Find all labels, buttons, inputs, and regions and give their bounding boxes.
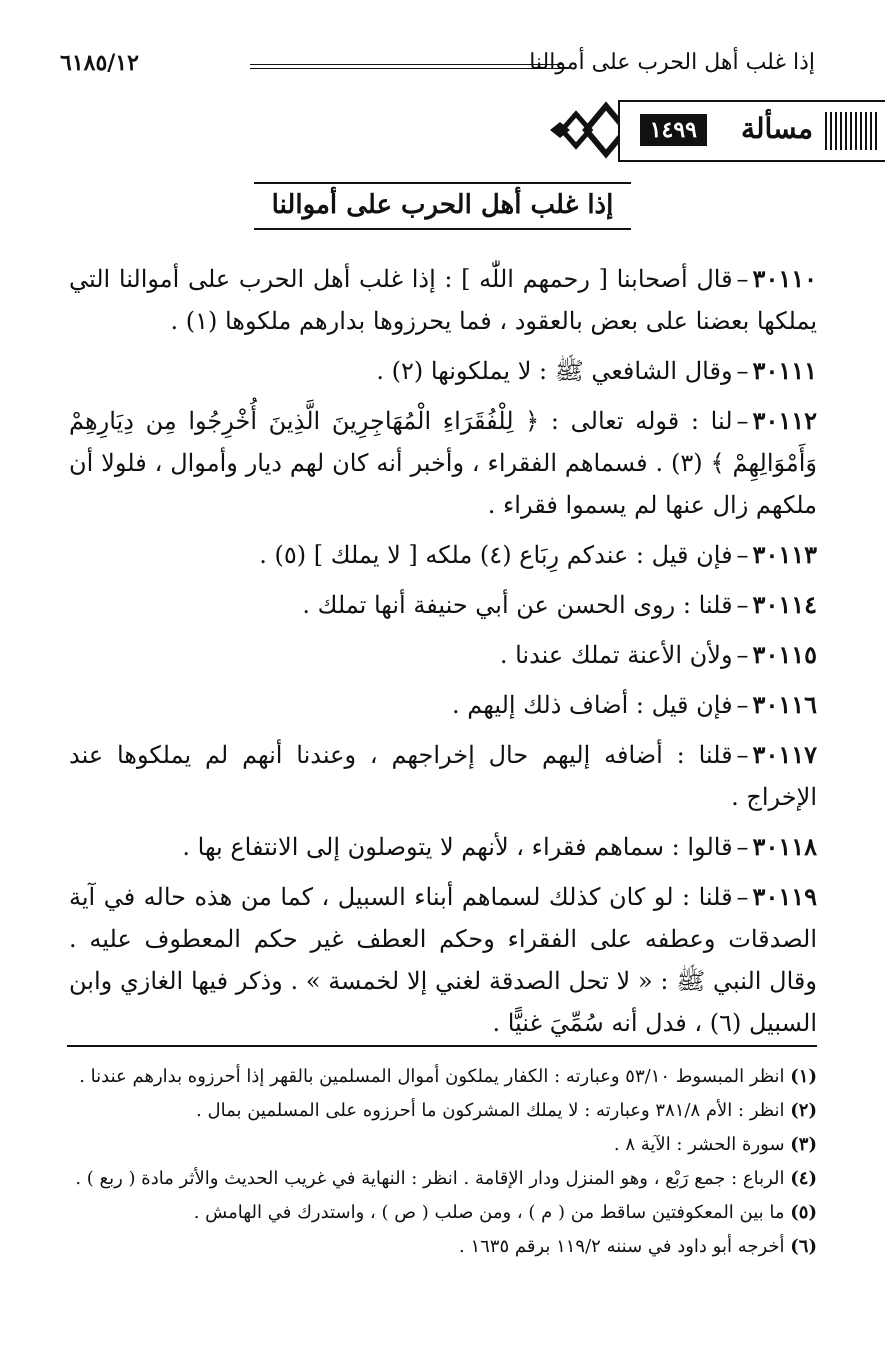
footnote-number: (٤) xyxy=(790,1168,817,1189)
footnote-text: أخرجه أبو داود في سننه ١١٩/٢ برقم ١٦٣٥ . xyxy=(459,1236,785,1257)
masala-box xyxy=(618,100,885,162)
paragraph-number: ٣٠١١٥ xyxy=(752,640,817,669)
footnote xyxy=(67,1094,817,1128)
paragraph-text: ولأن الأعنة تملك عندنا . xyxy=(499,641,733,669)
paragraph-text: قلنا : أضافه إليهم حال إخراجهم ، وعندنا أنهم لم يملكوها عند الإخراج . xyxy=(69,741,817,811)
paragraph: ٣٠١١١–وقال الشافعي ﷺ : لا يملكونها (٢) . xyxy=(376,356,817,385)
paragraph-text: قلنا : روى الحسن عن أبي حنيفة أنها تملك . xyxy=(302,591,733,619)
masala-label: مسألة xyxy=(740,112,813,145)
footnote-number: (١) xyxy=(790,1066,817,1087)
barcode-ornament-icon xyxy=(825,112,877,150)
header-rule xyxy=(250,64,563,69)
paragraph-number: ٣٠١١٢ xyxy=(752,406,817,435)
running-header-title: إذا غلب أهل الحرب على أموالنا xyxy=(529,50,815,75)
paragraph-number: ٣٠١١٤ xyxy=(752,590,817,619)
paragraph: ٣٠١١٠–قال أصحابنا [ رحمهم اللّٰه ] : إذا غلب أهل الحرب على أموالنا التي يملكها بعضنا على بعض بالعقود ، فما يحرزوها بدارهم ملكوها (١) . xyxy=(69,264,817,335)
paragraph-number: ٣٠١١٧ xyxy=(752,740,817,769)
page-reference: ٦١٨٥/١٢ xyxy=(60,50,139,76)
paragraph-number: ٣٠١١٦ xyxy=(752,690,817,719)
footnote-number: (٣) xyxy=(790,1134,817,1155)
paragraph-number: ٣٠١١٠ xyxy=(752,264,817,293)
footnote-text: سورة الحشر : الآية ٨ . xyxy=(613,1134,785,1155)
footnote-text: ما بين المعكوفتين ساقط من ( م ) ، ومن صلب ( ص ) ، واستدرك في الهامش . xyxy=(193,1202,785,1223)
masala-banner xyxy=(0,100,885,162)
paragraph: ٣٠١١٧–قلنا : أضافه إليهم حال إخراجهم ، وعندنا أنهم لم يملكوها عند الإخراج . xyxy=(69,740,817,811)
paragraph-text: قال أصحابنا [ رحمهم اللّٰه ] : إذا غلب أهل الحرب على أموالنا التي يملكها بعضنا على بعض بالعقود ، فما يحرزوها بدارهم ملكوها (١) . xyxy=(69,265,817,335)
footnote xyxy=(67,1196,817,1230)
footnotes xyxy=(67,1060,817,1264)
footnote xyxy=(67,1230,817,1264)
paragraph-number: ٣٠١١١ xyxy=(752,356,817,385)
footnote xyxy=(67,1060,817,1094)
paragraph-text: فإن قيل : أضاف ذلك إليهم . xyxy=(452,691,733,719)
footnote-text: انظر : الأم ٣٨١/٨ وعبارته : لا يملك المشركون ما أحرزوه على المسلمين بمال . xyxy=(196,1100,785,1121)
footnote-text: الرباع : جمع رَبْع ، وهو المنزل ودار الإقامة . انظر : النهاية في غريب الحديث والأثر مادة ( ربع ) . xyxy=(75,1168,785,1189)
paragraph: ٣٠١١٤–قلنا : روى الحسن عن أبي حنيفة أنها تملك . xyxy=(302,590,817,619)
masala-number: ١٤٩٩ xyxy=(640,114,707,146)
paragraph-number: ٣٠١١٩ xyxy=(752,882,817,911)
footnote xyxy=(67,1128,817,1162)
paragraph-text: قالوا : سماهم فقراء ، لأنهم لا يتوصلون إلى الانتفاع بها . xyxy=(182,833,733,861)
paragraph-text: وقال الشافعي ﷺ : لا يملكونها (٢) . xyxy=(376,357,733,385)
footnote xyxy=(67,1162,817,1196)
running-header xyxy=(60,40,815,84)
footnote-divider xyxy=(67,1045,817,1047)
paragraph-text: لنا : قوله تعالى : ﴿ لِلْفُقَرَاءِ الْمُهَاجِرِينَ الَّذِينَ أُخْرِجُوا مِن دِيَارِهِمْ وَأَمْوَالِهِمْ ﴾ (٣) . فسماهم الفقراء ، وأخبر أنه كان لهم ديار وأموال ، فلولا أن ملكهم زال عنها لم يسموا فقراء . xyxy=(69,407,817,519)
paragraph-text: فإن قيل : عندكم رِبَاع (٤) ملكه [ لا يملك ] (٥) . xyxy=(259,541,733,569)
footnote-number: (٢) xyxy=(790,1100,817,1121)
paragraph: ٣٠١١٥–ولأن الأعنة تملك عندنا . xyxy=(499,640,817,669)
paragraph: ٣٠١١٣–فإن قيل : عندكم رِبَاع (٤) ملكه [ لا يملك ] (٥) . xyxy=(259,540,817,569)
chapter-title-wrap xyxy=(0,182,885,230)
chapter-title: إذا غلب أهل الحرب على أموالنا xyxy=(254,182,632,230)
paragraph-text: قلنا : لو كان كذلك لسماهم أبناء السبيل ، كما من هذه حاله في آية الصدقات وعطفه على الفقراء وحكم العطف غير حكم المعطوف عليه . وقال النبي ﷺ : « لا تحل الصدقة لغني إلا لخمسة » . وذكر فيها الغازي وابن السبيل (٦) ، فدل أنه سُمِّيَ غنيًّا . xyxy=(69,883,817,1037)
paragraph: ٣٠١١٦–فإن قيل : أضاف ذلك إليهم . xyxy=(452,690,817,719)
footnote-text: انظر المبسوط ٥٣/١٠ وعبارته : الكفار يملكون أموال المسلمين بالقهر إذا أحرزوه بدارهم عندنا . xyxy=(79,1066,785,1087)
paragraph: ٣٠١١٨–قالوا : سماهم فقراء ، لأنهم لا يتوصلون إلى الانتفاع بها . xyxy=(182,832,817,861)
paragraph: ٣٠١١٢–لنا : قوله تعالى : ﴿ لِلْفُقَرَاءِ الْمُهَاجِرِينَ الَّذِينَ أُخْرِجُوا مِن دِيَارِهِمْ وَأَمْوَالِهِمْ ﴾ (٣) . فسماهم الفقراء ، وأخبر أنه كان لهم ديار وأموال ، فلولا أن ملكهم زال عنها لم يسموا فقراء . xyxy=(69,406,817,519)
paragraph: ٣٠١١٩–قلنا : لو كان كذلك لسماهم أبناء السبيل ، كما من هذه حاله في آية الصدقات وعطفه على الفقراء وحكم العطف غير حكم المعطوف عليه . وقال النبي ﷺ : « لا تحل الصدقة لغني إلا لخمسة » . وذكر فيها الغازي وابن السبيل (٦) ، فدل أنه سُمِّيَ غنيًّا . xyxy=(69,882,817,1037)
footnote-number: (٦) xyxy=(790,1236,817,1257)
footnote-number: (٥) xyxy=(790,1202,817,1223)
paragraph-number: ٣٠١١٣ xyxy=(752,540,817,569)
paragraph-number: ٣٠١١٨ xyxy=(752,832,817,861)
body-text xyxy=(69,258,817,1052)
